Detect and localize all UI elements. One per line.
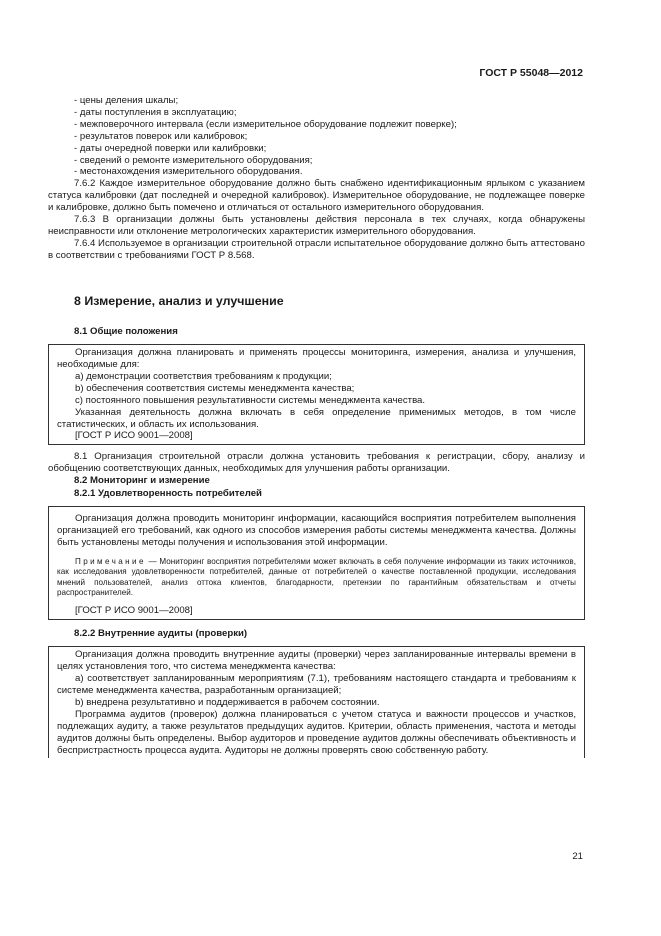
page-number: 21: [572, 851, 583, 862]
standard-code: ГОСТ Р 55048—2012: [479, 67, 583, 79]
list-item: - результатов поверок или калибровок;: [74, 130, 248, 142]
box-tail: Программа аудитов (проверок) должна планироваться с учетом статуса и важности процессов и участков, подлежащих аудиту, а также результатов предыдущих аудитов. Критерии, область применения, частота и методы аудитов должны быть определены. Выбор аудиторов и проведение аудитов должны обеспечивать объективность и беспристрастность процесса аудита. Аудиторы не должны проверять свою собственную работу.: [57, 708, 576, 756]
box-item: b) обеспечения соответствия системы менеджмента качества;: [75, 382, 355, 394]
list-item: - местонахождения измерительного оборудования.: [74, 166, 303, 178]
box-item: а) соответствует запланированным мероприятиям (7.1), требованиям настоящего стандарта и требованиям к системе менеджмента качества, разработанным организацией;: [57, 673, 576, 696]
note: [57, 557, 576, 599]
list: [48, 95, 585, 178]
box-intro: Организация должна проводить внутренние аудиты (проверки) через запланированные интервалы времени в целях установления того, что система менеджмента качества:: [57, 649, 576, 673]
box-item: b) внедрена результативно и поддерживается в рабочем состоянии.: [75, 696, 380, 708]
box-text: Организация должна проводить мониторинг информации, касающийся восприятия потребителем выполнения организацией его требований, как одного из способов измерения работы системы менеджмента качества. Должны быть установлены методы получения и использования этой информации.: [57, 513, 576, 548]
list-item: - цены деления шкалы;: [74, 95, 179, 106]
section-8-2-title: 8.2 Мониторинг и измерение: [74, 475, 210, 487]
section-8-2-1-title: 8.2.1 Удовлетворенность потребителей: [74, 487, 262, 499]
box-reference: [ГОСТ Р ИСО 9001—2008]: [75, 430, 193, 442]
quote-box-general: [48, 344, 585, 445]
paragraph-7-6-2: 7.6.2 Каждое измерительное оборудование должно быть снабжено идентификационным ярлыком с указанием статуса калибровки (дат последней и очередной калибровок). Измерительное оборудование, не подлежащее поверке и калибровке, должно быть помечено и отличаться от остального измерительного оборудования.: [48, 178, 585, 214]
section-8-1-title: 8.1 Общие положения: [74, 325, 178, 337]
box-item: c) постоянного повышения результативности системы менеджмента качества.: [75, 394, 426, 406]
box-tail: Указанная деятельность должна включать в себя определение применимых методов, в том числе статистических, и область их использования.: [57, 406, 576, 430]
note-text: — Мониторинг восприятия потребителями может включать в себя получение информации из таких источников, как исследования удовлетворенности потребителей, данные от потребителей о качестве поставленной продукции, исследования мнений пользователей, анализ оттока клиентов, благодарности, претензии по гарантийным обязательствам и отчеты распространителей.: [57, 556, 576, 598]
list-item: - даты поступления в эксплуатацию;: [74, 106, 237, 118]
box-intro: Организация должна планировать и применять процессы мониторинга, измерения, анализа и улучшения, необходимые для:: [57, 347, 576, 370]
box-reference: [ГОСТ Р ИСО 9001—2008]: [75, 604, 193, 616]
section-8-title: 8 Измерение, анализ и улучшение: [74, 293, 284, 308]
page-content: [48, 95, 585, 758]
note-label: Примечание: [75, 556, 146, 566]
paragraph-8-1: 8.1 Организация строительной отрасли должна установить требования к регистрации, сбору, анализу и обобщению соответствующих данных, необходимых для улучшения работы организации.: [48, 451, 585, 475]
list-item: - межповерочного интервала (если измерительное оборудование подлежит поверке);: [74, 118, 457, 130]
list-item: - сведений о ремонте измерительного оборудования;: [74, 154, 313, 166]
quote-box-audits: [48, 646, 585, 758]
list-item: - даты очередной поверки или калибровки;: [74, 142, 267, 154]
quote-box-satisfaction: [48, 506, 585, 620]
section-8-2-2-title: 8.2.2 Внутренние аудиты (проверки): [74, 627, 248, 639]
box-item: а) демонстрации соответствия требованиям к продукции;: [75, 370, 332, 382]
paragraph-7-6-4: 7.6.4 Используемое в организации строительной отрасли испытательное оборудование должно быть аттестовано в соответствии с требованиями ГОСТ Р 8.568.: [48, 237, 585, 261]
paragraph-7-6-3: 7.6.3 В организации должны быть установлены действия персонала в тех случаях, когда обнаружены неисправности или отклонение метрологических характеристик измерительного оборудования.: [48, 214, 585, 237]
